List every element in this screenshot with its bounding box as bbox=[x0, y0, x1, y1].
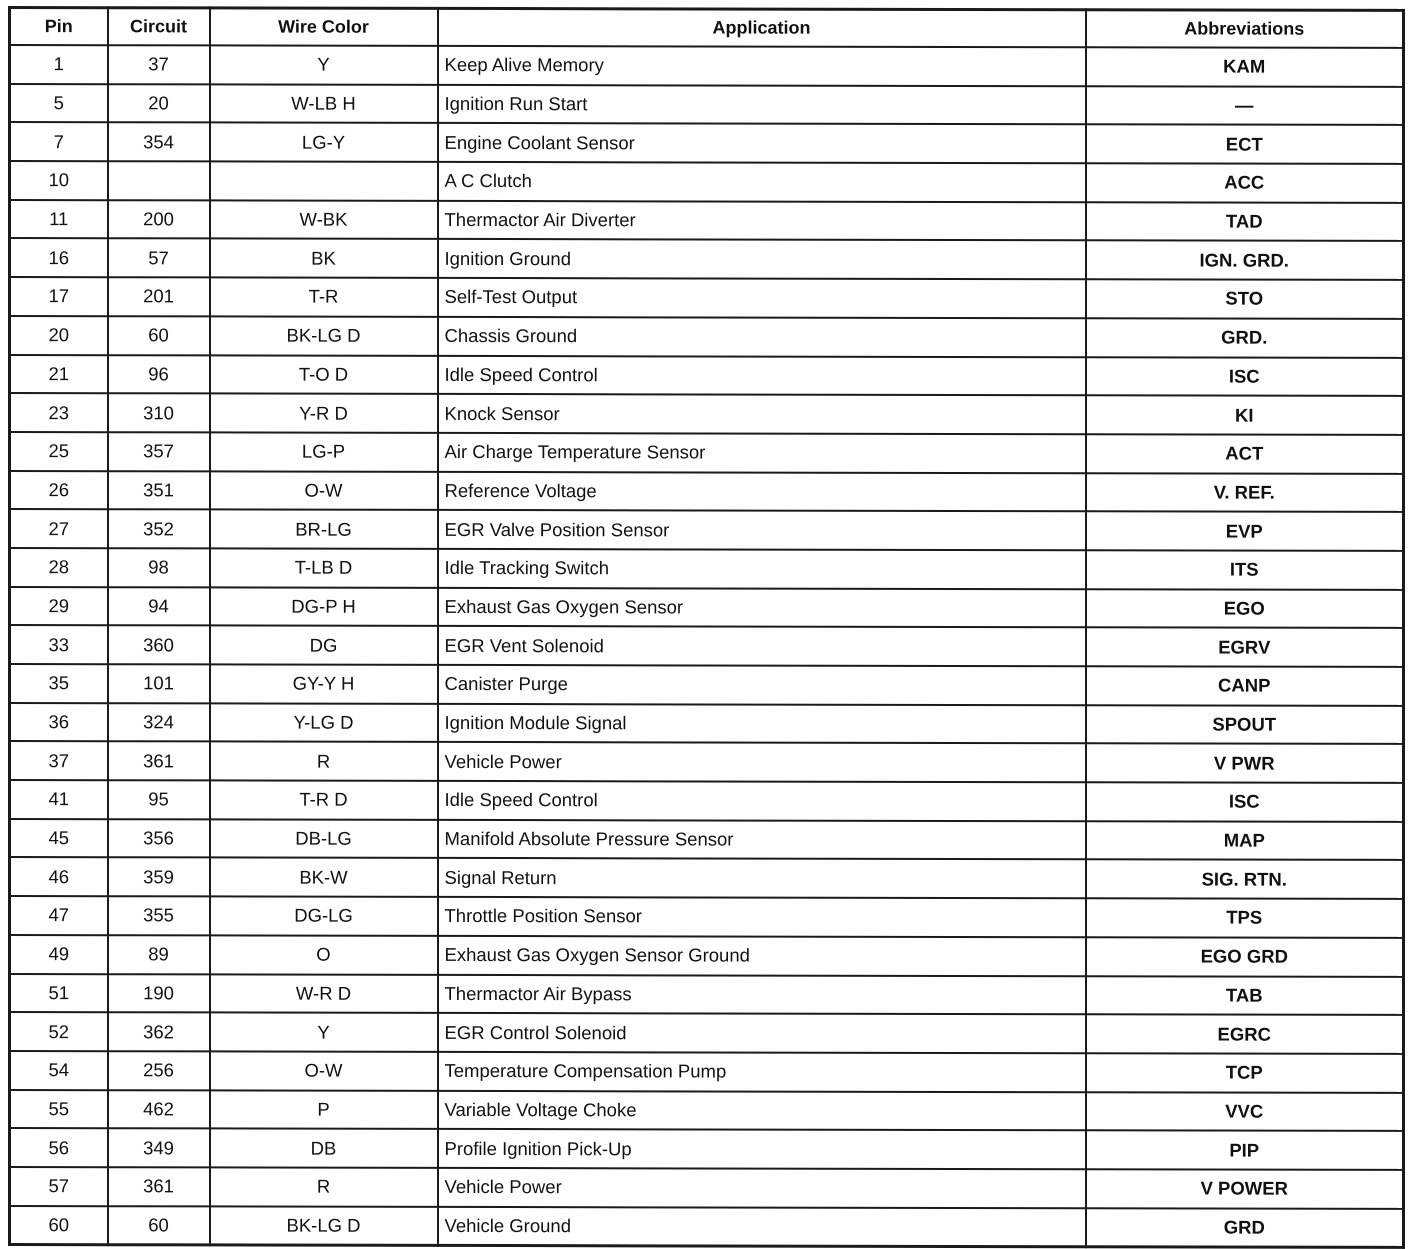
column-header-application: Application bbox=[438, 8, 1086, 47]
table-row bbox=[10, 1128, 1404, 1170]
application-cell: Idle Tracking Switch bbox=[438, 549, 1086, 589]
pin-cell: 27 bbox=[10, 509, 108, 548]
pin-cell: 29 bbox=[10, 587, 108, 626]
table-row bbox=[10, 974, 1404, 1016]
table-row bbox=[10, 238, 1404, 280]
abbreviation-cell: ECT bbox=[1086, 125, 1404, 164]
circuit-cell: 356 bbox=[108, 819, 210, 858]
pin-cell: 51 bbox=[10, 974, 108, 1013]
application-cell: Keep Alive Memory bbox=[438, 46, 1086, 86]
table-row bbox=[10, 935, 1404, 977]
table-row bbox=[10, 703, 1404, 745]
wire-color-cell: BK bbox=[210, 239, 438, 278]
circuit-cell: 60 bbox=[108, 316, 210, 355]
application-cell: Air Charge Temperature Sensor bbox=[438, 433, 1086, 473]
wire-color-cell: T-R bbox=[210, 278, 438, 317]
circuit-cell: 355 bbox=[108, 896, 210, 935]
application-cell: Vehicle Ground bbox=[438, 1207, 1086, 1248]
application-cell: Idle Speed Control bbox=[438, 355, 1086, 395]
circuit-cell: 101 bbox=[108, 664, 210, 703]
pin-cell: 56 bbox=[10, 1128, 108, 1167]
table-row bbox=[10, 587, 1404, 629]
abbreviation-cell: GRD. bbox=[1086, 318, 1404, 357]
circuit-cell: 349 bbox=[108, 1128, 210, 1167]
wire-color-cell: O-W bbox=[210, 471, 438, 510]
circuit-cell: 60 bbox=[108, 1206, 210, 1245]
wire-color-cell: BK-LG D bbox=[210, 1206, 438, 1246]
circuit-cell: 310 bbox=[108, 393, 210, 432]
pin-cell: 52 bbox=[10, 1012, 108, 1051]
abbreviation-cell: IGN. GRD. bbox=[1086, 241, 1404, 280]
wire-color-cell: W-R D bbox=[210, 974, 438, 1013]
application-cell: Canister Purge bbox=[438, 665, 1086, 705]
circuit-cell: 360 bbox=[108, 626, 210, 665]
application-cell: Ignition Ground bbox=[438, 239, 1086, 279]
pin-cell: 54 bbox=[10, 1051, 108, 1090]
wire-color-cell: P bbox=[210, 1090, 438, 1129]
abbreviation-cell: PIP bbox=[1086, 1131, 1404, 1170]
abbreviation-cell: EVP bbox=[1086, 512, 1404, 551]
pin-assignment-table bbox=[8, 6, 1405, 1249]
pin-cell: 20 bbox=[10, 316, 108, 355]
pin-cell: 11 bbox=[10, 200, 108, 239]
application-cell: Temperature Compensation Pump bbox=[438, 1052, 1086, 1092]
pin-cell: 28 bbox=[10, 548, 108, 587]
table-row bbox=[10, 548, 1404, 590]
application-cell: EGR Control Solenoid bbox=[438, 1013, 1086, 1053]
wire-color-cell: W-BK bbox=[210, 200, 438, 239]
wire-color-cell bbox=[210, 161, 438, 200]
abbreviation-cell: TPS bbox=[1086, 898, 1404, 937]
circuit-cell: 201 bbox=[108, 277, 210, 316]
abbreviation-cell: CANP bbox=[1086, 666, 1404, 705]
abbreviation-cell: ACC bbox=[1086, 163, 1404, 202]
application-cell: Throttle Position Sensor bbox=[438, 897, 1086, 937]
wire-color-cell: BK-LG D bbox=[210, 316, 438, 355]
abbreviation-cell: KI bbox=[1086, 395, 1404, 434]
pin-cell: 25 bbox=[10, 432, 108, 471]
wire-color-cell: T-R D bbox=[210, 780, 438, 819]
table-row bbox=[10, 857, 1404, 899]
pin-cell: 35 bbox=[10, 664, 108, 703]
abbreviation-cell: GRD bbox=[1086, 1208, 1404, 1248]
application-cell: Exhaust Gas Oxygen Sensor bbox=[438, 588, 1086, 628]
pin-cell: 60 bbox=[10, 1206, 108, 1245]
wire-color-cell: DG-LG bbox=[210, 897, 438, 936]
table-row bbox=[10, 122, 1404, 164]
abbreviation-cell: — bbox=[1086, 86, 1404, 125]
table-body bbox=[10, 45, 1404, 1248]
circuit-cell: 324 bbox=[108, 703, 210, 742]
wire-color-cell: DB bbox=[210, 1129, 438, 1168]
table-row bbox=[10, 509, 1404, 551]
wire-color-cell: Y bbox=[210, 45, 438, 84]
wire-color-cell: DB-LG bbox=[210, 819, 438, 858]
application-cell: Thermactor Air Bypass bbox=[438, 974, 1086, 1014]
pin-cell: 33 bbox=[10, 625, 108, 664]
wire-color-cell: Y-LG D bbox=[210, 703, 438, 742]
table-row bbox=[10, 84, 1404, 126]
pin-cell: 49 bbox=[10, 935, 108, 974]
application-cell: Variable Voltage Choke bbox=[438, 1090, 1086, 1130]
column-header-pin: Pin bbox=[10, 8, 108, 46]
circuit-cell: 95 bbox=[108, 780, 210, 819]
pin-cell: 1 bbox=[10, 45, 108, 84]
circuit-cell: 57 bbox=[108, 239, 210, 278]
circuit-cell: 352 bbox=[108, 509, 210, 548]
application-cell: Idle Speed Control bbox=[438, 781, 1086, 821]
table-row bbox=[10, 780, 1404, 822]
application-cell: Manifold Absolute Pressure Sensor bbox=[438, 820, 1086, 860]
abbreviation-cell: SPOUT bbox=[1086, 705, 1404, 744]
pin-cell: 26 bbox=[10, 471, 108, 510]
table-row bbox=[10, 1090, 1404, 1132]
application-cell: Knock Sensor bbox=[438, 394, 1086, 434]
application-cell: Signal Return bbox=[438, 858, 1086, 898]
wire-color-cell: BK-W bbox=[210, 858, 438, 897]
abbreviation-cell: EGRC bbox=[1086, 1014, 1404, 1053]
application-cell: Profile Ignition Pick-Up bbox=[438, 1129, 1086, 1169]
table-row bbox=[10, 741, 1404, 783]
circuit-cell: 37 bbox=[108, 45, 210, 84]
application-cell: Vehicle Power bbox=[438, 742, 1086, 782]
circuit-cell bbox=[108, 161, 210, 200]
pin-cell: 45 bbox=[10, 819, 108, 858]
pin-cell: 16 bbox=[10, 238, 108, 277]
wire-color-cell: O-W bbox=[210, 1051, 438, 1090]
table-row bbox=[10, 45, 1404, 87]
abbreviation-cell: V. REF. bbox=[1086, 473, 1404, 512]
circuit-cell: 351 bbox=[108, 471, 210, 510]
column-header-abbreviations: Abbreviations bbox=[1086, 10, 1404, 48]
table-row bbox=[10, 277, 1404, 319]
abbreviation-cell: EGRV bbox=[1086, 628, 1404, 667]
wire-color-cell: Y-R D bbox=[210, 394, 438, 433]
circuit-cell: 20 bbox=[108, 84, 210, 123]
pin-cell: 5 bbox=[10, 84, 108, 123]
pin-cell: 7 bbox=[10, 122, 108, 161]
abbreviation-cell: TAD bbox=[1086, 202, 1404, 241]
circuit-cell: 357 bbox=[108, 432, 210, 471]
circuit-cell: 462 bbox=[108, 1090, 210, 1129]
table-row bbox=[10, 664, 1404, 706]
pin-cell: 57 bbox=[10, 1167, 108, 1206]
abbreviation-cell: TAB bbox=[1086, 976, 1404, 1015]
table-row bbox=[10, 896, 1404, 938]
wire-color-cell: T-O D bbox=[210, 355, 438, 394]
pin-cell: 46 bbox=[10, 857, 108, 896]
table-row bbox=[10, 471, 1404, 513]
circuit-cell: 361 bbox=[108, 742, 210, 781]
abbreviation-cell: V PWR bbox=[1086, 744, 1404, 783]
application-cell: A C Clutch bbox=[438, 162, 1086, 202]
table-row bbox=[10, 1051, 1404, 1093]
abbreviation-cell: STO bbox=[1086, 279, 1404, 318]
application-cell: Engine Coolant Sensor bbox=[438, 123, 1086, 163]
table-row bbox=[10, 161, 1404, 203]
circuit-cell: 96 bbox=[108, 355, 210, 394]
application-cell: EGR Valve Position Sensor bbox=[438, 510, 1086, 550]
circuit-cell: 190 bbox=[108, 974, 210, 1013]
abbreviation-cell: ACT bbox=[1086, 434, 1404, 473]
pin-cell: 21 bbox=[10, 355, 108, 394]
wire-color-cell: LG-Y bbox=[210, 123, 438, 162]
circuit-cell: 89 bbox=[108, 935, 210, 974]
circuit-cell: 362 bbox=[108, 1012, 210, 1051]
table-row bbox=[10, 819, 1404, 861]
abbreviation-cell: EGO GRD bbox=[1086, 937, 1404, 976]
application-cell: Reference Voltage bbox=[438, 471, 1086, 511]
table-row bbox=[10, 1012, 1404, 1054]
pin-cell: 37 bbox=[10, 741, 108, 780]
abbreviation-cell: ITS bbox=[1086, 550, 1404, 589]
wire-color-cell: O bbox=[210, 935, 438, 974]
table-row bbox=[10, 393, 1404, 435]
circuit-cell: 359 bbox=[108, 858, 210, 897]
wire-color-cell: Y bbox=[210, 1013, 438, 1052]
abbreviation-cell: SIG. RTN. bbox=[1086, 860, 1404, 899]
wire-color-cell: W-LB H bbox=[210, 84, 438, 123]
wire-color-cell: DG-P H bbox=[210, 587, 438, 626]
abbreviation-cell: EGO bbox=[1086, 589, 1404, 628]
table-row bbox=[10, 355, 1404, 397]
wire-color-cell: BR-LG bbox=[210, 510, 438, 549]
table-row bbox=[10, 625, 1404, 667]
wire-color-cell: DG bbox=[210, 626, 438, 665]
wire-color-cell: LG-P bbox=[210, 432, 438, 471]
abbreviation-cell: TCP bbox=[1086, 1053, 1404, 1092]
table-row bbox=[10, 1206, 1404, 1248]
wire-color-cell: R bbox=[210, 1167, 438, 1206]
pin-cell: 47 bbox=[10, 896, 108, 935]
application-cell: Ignition Run Start bbox=[438, 85, 1086, 125]
pin-cell: 10 bbox=[10, 161, 108, 200]
circuit-cell: 200 bbox=[108, 200, 210, 239]
table-row bbox=[10, 200, 1404, 242]
application-cell: Vehicle Power bbox=[438, 1168, 1086, 1208]
pin-cell: 55 bbox=[10, 1090, 108, 1129]
abbreviation-cell: MAP bbox=[1086, 821, 1404, 860]
application-cell: Thermactor Air Diverter bbox=[438, 201, 1086, 241]
circuit-cell: 256 bbox=[108, 1051, 210, 1090]
column-header-circuit: Circuit bbox=[108, 8, 210, 46]
pin-cell: 36 bbox=[10, 703, 108, 742]
column-header-wire-color: Wire Color bbox=[210, 8, 438, 46]
pin-cell: 17 bbox=[10, 277, 108, 316]
table-header-row bbox=[10, 8, 1404, 48]
wire-color-cell: GY-Y H bbox=[210, 664, 438, 703]
wire-color-cell: R bbox=[210, 742, 438, 781]
table-row bbox=[10, 316, 1404, 358]
abbreviation-cell: KAM bbox=[1086, 47, 1404, 86]
application-cell: Self-Test Output bbox=[438, 278, 1086, 318]
table-row bbox=[10, 432, 1404, 474]
application-cell: Exhaust Gas Oxygen Sensor Ground bbox=[438, 936, 1086, 976]
circuit-cell: 94 bbox=[108, 587, 210, 626]
pin-cell: 41 bbox=[10, 780, 108, 819]
abbreviation-cell: ISC bbox=[1086, 357, 1404, 396]
circuit-cell: 98 bbox=[108, 548, 210, 587]
wire-color-cell: T-LB D bbox=[210, 548, 438, 587]
application-cell: Chassis Ground bbox=[438, 317, 1086, 357]
abbreviation-cell: VVC bbox=[1086, 1092, 1404, 1131]
application-cell: EGR Vent Solenoid bbox=[438, 626, 1086, 666]
circuit-cell: 361 bbox=[108, 1167, 210, 1206]
abbreviation-cell: V POWER bbox=[1086, 1169, 1404, 1208]
abbreviation-cell: ISC bbox=[1086, 782, 1404, 821]
pin-cell: 23 bbox=[10, 393, 108, 432]
document-page bbox=[8, 6, 1402, 1238]
application-cell: Ignition Module Signal bbox=[438, 704, 1086, 744]
circuit-cell: 354 bbox=[108, 123, 210, 162]
